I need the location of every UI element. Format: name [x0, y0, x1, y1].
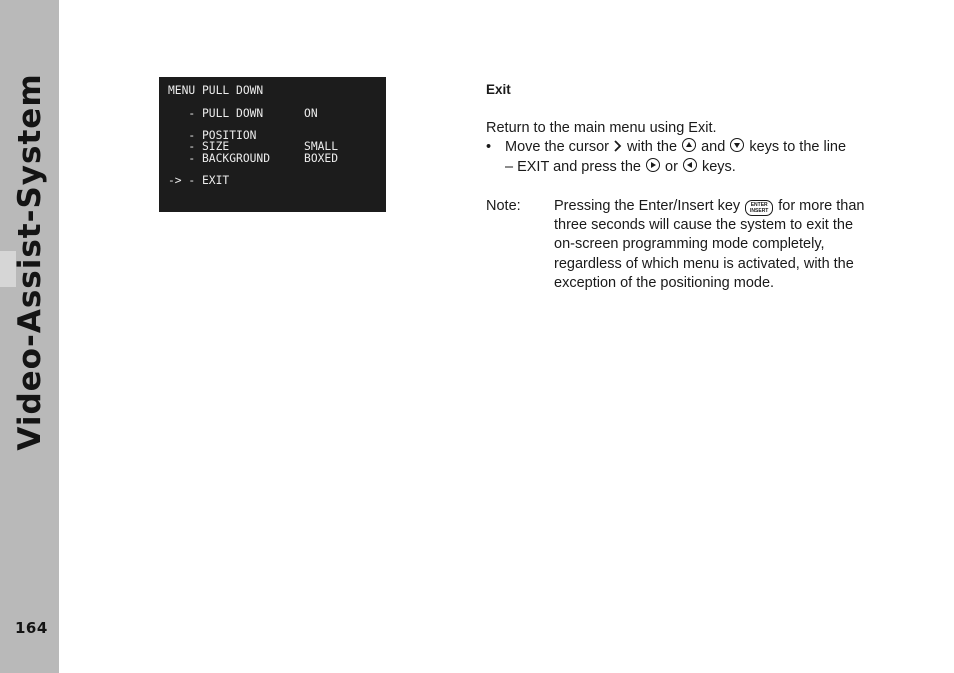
screen-line: MENU PULL DOWN — [168, 84, 264, 97]
bullet-marker: • — [486, 139, 492, 155]
chevron-right-icon — [613, 139, 623, 151]
screen-line: - BACKGROUND BOXED — [168, 152, 339, 165]
intro-text: Return to the main menu using Exit. — [486, 120, 717, 136]
note-label: Note: — [486, 198, 521, 214]
note-line: exception of the positioning mode. — [554, 275, 775, 291]
enter-insert-key-icon: ENTER INSERT — [745, 200, 773, 216]
note-line: Pressing the Enter/Insert key ENTER INSERT for more than — [554, 198, 865, 214]
chapter-title: Video-Assist-System — [12, 73, 48, 451]
section-heading: Exit — [486, 82, 511, 97]
page-number: 164 — [15, 619, 48, 637]
left-arrow-circle-icon — [683, 158, 697, 172]
screen-line: - POSITION — [168, 129, 257, 142]
note-line: on-screen programming mode completely, — [554, 236, 825, 252]
note-line: three seconds will cause the system to exit the — [554, 217, 854, 233]
screen-line: -> - EXIT — [168, 174, 230, 187]
down-arrow-circle-icon — [730, 138, 744, 152]
up-arrow-circle-icon — [682, 138, 696, 152]
bullet-line-1: • Move the cursor with the and keys to the line — [486, 139, 847, 155]
screen-line: - SIZE SMALL — [168, 140, 339, 153]
screen-line: - PULL DOWN ON — [168, 107, 318, 120]
sidebar — [0, 0, 59, 673]
right-arrow-circle-icon — [646, 158, 660, 172]
note-line: regardless of which menu is activated, with the — [554, 256, 854, 272]
bullet-line-2: – EXIT and press the or keys. — [505, 159, 736, 175]
osd-menu-screen — [159, 77, 386, 212]
